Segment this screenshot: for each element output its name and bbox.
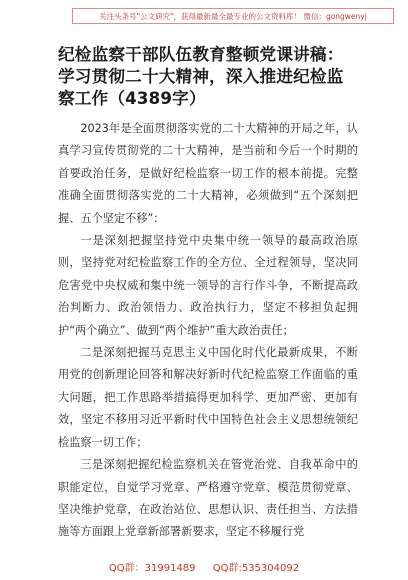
document-body (58, 118, 358, 544)
paragraph-point-3: 三是深刻把握纪检监察机关在管党治党、自我革命中的职能定位，自觉学习党章、严格遵守党章、模范贯彻党章、坚决维护党章，在政治站位、思想认识、责任担当、方法措施等方面跟上党章新部署新要求，坚定不移履行党 (58, 458, 358, 539)
paragraph-point-2: 二是深刻把握马克思主义中国化时代化最新成果，不断用党的创新理论回答和解决好新时代纪检监察工作面临的重大问题，把工作思路举措搞得更加科学、更加严密、更加有效，坚定不移用习近平新时代中国特色社会主义思想统领纪检监察一切工作； (58, 346, 358, 449)
document-title: 纪检监察干部队伍教育整顿党课讲稿：学习贯彻二十大精神，深入推进纪检监察工作（4389字） (58, 45, 344, 108)
footer-qq-group-1: QQ群：31991489 (108, 563, 196, 574)
page-footer (0, 559, 408, 574)
footer-qq-group-2: QQ群:535304092 (212, 563, 300, 574)
paragraph-point-1: 一是深刻把握坚持党中央集中统一领导的最高政治原则，坚持党对纪检监察工作的全方位、全过程领导，坚决同危害党中央权威和集中统一领导的言行作斗争，不断提高政治判断力、政治领悟力、政治执行力，坚定不移担负起拥护“两个确立”、做到“两个维护”重大政治责任； (58, 234, 358, 337)
header-notice-banner: 关注头条号"公文研究"，获得最新最全最专业的公文资料库！ 微信：gongwenyj (72, 8, 394, 24)
paragraph-intro: 2023年是全面贯彻落实党的二十大精神的开局之年，认真学习宣传贯彻党的二十大精神，是当前和今后一个时期的首要政治任务，是做好纪检监察一切工作的根本前提。完整准确全面贯彻落实党的二十大精神，必须做到“五个深刻把握、五个坚定不移”： (58, 122, 358, 225)
